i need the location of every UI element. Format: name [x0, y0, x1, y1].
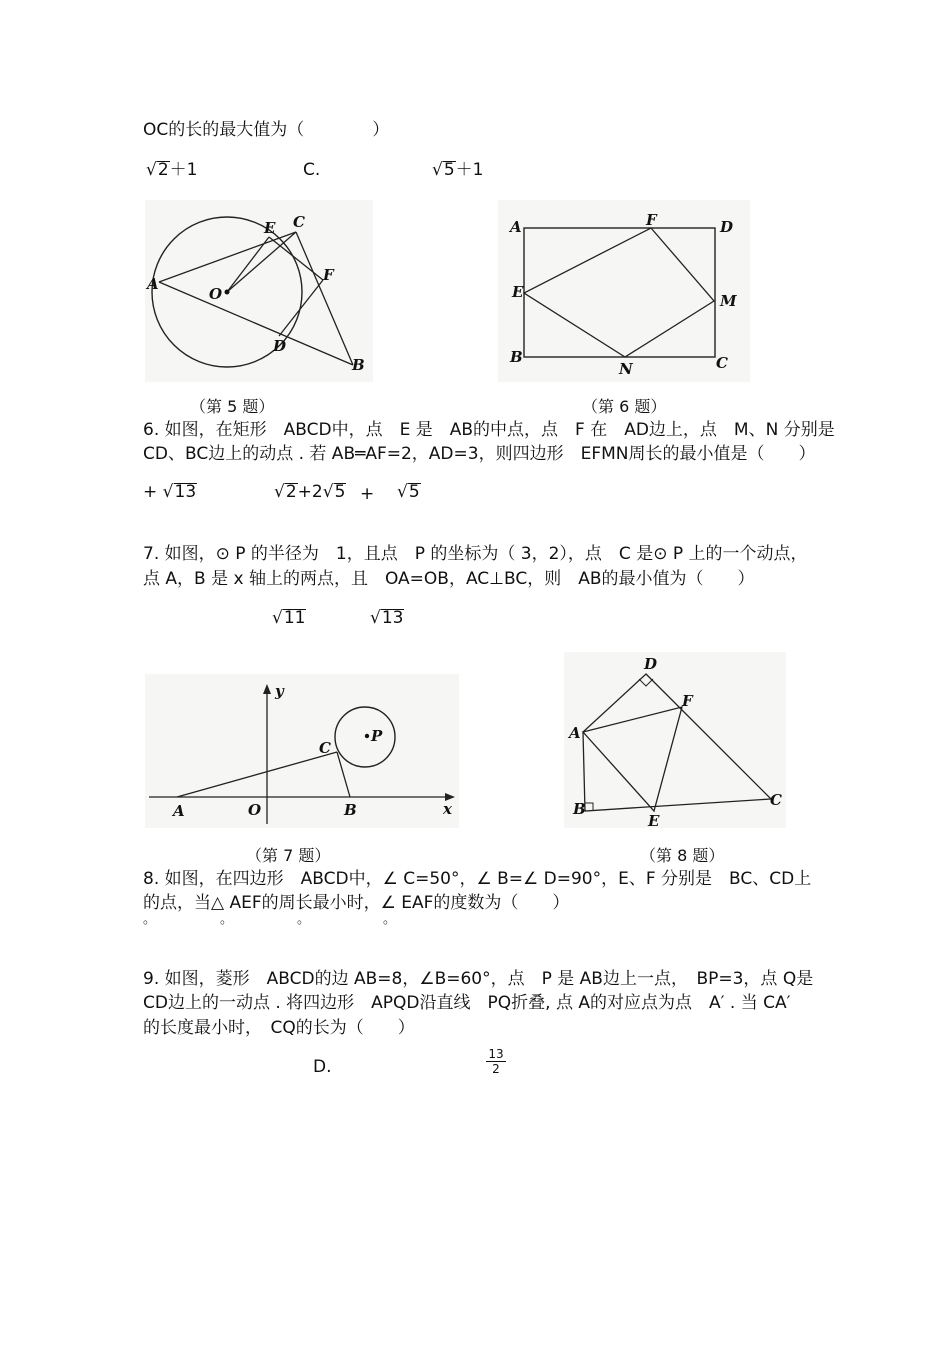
q8-option-a: 。 [143, 912, 157, 927]
sqrt-symbol: √5 [322, 482, 346, 502]
sqrt-symbol: √2 [146, 160, 169, 180]
fig7-label-o: O [248, 801, 262, 819]
fig6-label-d: D [720, 218, 734, 236]
fig5-label-f: F [323, 266, 334, 284]
q7-option-2 [370, 608, 404, 628]
fig6-label-m: M [720, 292, 737, 310]
q6-option-a: + √13 [143, 482, 197, 502]
fig8-label-a: A [569, 724, 581, 742]
q8-option-b: 。 [220, 912, 234, 927]
q6-option-c: + [360, 484, 375, 504]
caption-figure-7: （第 7 题） [246, 846, 331, 865]
fig5-label-d: D [273, 337, 287, 355]
figure-8 [564, 652, 786, 828]
q6-option-d [397, 482, 421, 502]
sqrt-symbol: √5 [397, 482, 420, 502]
q8-line-2: 的点，当△ AEF的周长最小时，∠ EAF的度数为（ ） [143, 893, 570, 913]
fig7-label-a: A [173, 802, 185, 820]
fig8-label-b: B [573, 800, 586, 818]
q8-line-1: 8. 如图，在四边形 ABCD中，∠ C=50°，∠ B=∠ D=90°，E、F 分别是 BC、CD上 [143, 869, 812, 889]
q8-option-d: 。 [383, 912, 397, 927]
fig7-label-c: C [319, 739, 331, 757]
q6-line-2: CD、BC边上的动点 . 若 AB═AF=2，AD=3，则四边形 EFMN周长的最小值是（ ） [143, 444, 816, 464]
fig6-label-e: E [512, 283, 524, 301]
fig8-label-f: F [682, 692, 693, 710]
fraction-denominator: 2 [492, 1062, 500, 1076]
fraction-numerator: 13 [486, 1047, 506, 1062]
q9-fraction [486, 1047, 506, 1076]
sqrt-symbol: √13 [162, 482, 197, 502]
fig7-label-x: x [443, 800, 452, 818]
fig5-label-c: C [293, 213, 305, 231]
figure-7 [145, 674, 459, 828]
q8-option-c: 。 [297, 912, 311, 927]
fig7-label-y: y [275, 682, 284, 700]
sqrt-symbol: √13 [370, 608, 404, 628]
q5-option-c: C. [303, 160, 321, 180]
q9-line-3: 的长度最小时， CQ的长为（ ） [143, 1018, 415, 1038]
fig5-label-o: O [209, 285, 223, 303]
q7-line-2: 点 A，B 是 x 轴上的两点，且 OA=OB，AC⊥BC，则 AB的最小值为（ ） [143, 569, 755, 589]
caption-figure-6: （第 6 题） [582, 397, 667, 416]
fig6-label-f: F [646, 211, 657, 229]
q5-stem-tail: OC的长的最大值为（ ） [143, 120, 390, 140]
fig8-label-c: C [770, 791, 782, 809]
q5-option-1: √2＋1 [146, 160, 198, 180]
figure-6 [498, 200, 750, 382]
fig6-label-a: A [510, 218, 522, 236]
caption-figure-8: （第 8 题） [640, 846, 725, 865]
fig8-label-d: D [644, 655, 658, 673]
fig6-label-c: C [716, 354, 728, 372]
fig5-label-a: A [147, 275, 159, 293]
figure-5 [145, 200, 373, 382]
q6-option-b: √2+2√5 [274, 482, 346, 502]
sqrt-symbol: √5 [432, 160, 455, 180]
caption-figure-5: （第 5 题） [190, 397, 275, 416]
q5-option-3: √5＋1 [432, 160, 484, 180]
q9-line-2: CD边上的一动点 . 将四边形 APQD沿直线 PQ折叠, 点 A的对应点为点 A′ . 当 CA′ [143, 993, 791, 1013]
q9-line-1: 9. 如图，菱形 ABCD的边 AB=8，∠B=60°，点 P 是 AB边上一点， BP=3，点 Q是 [143, 969, 814, 989]
q7-option-1 [272, 608, 306, 628]
fig6-label-b: B [510, 348, 523, 366]
q6-line-1: 6. 如图，在矩形 ABCD中，点 E 是 AB的中点，点 F 在 AD边上，点 M、N 分别是 [143, 420, 835, 440]
fig5-label-b: B [352, 356, 365, 374]
sqrt-symbol: √2 [274, 482, 297, 502]
q9-option-d: D. [313, 1057, 332, 1077]
fig6-label-n: N [619, 360, 633, 378]
fig5-label-e: E [264, 219, 276, 237]
q7-line-1: 7. 如图，⊙ P 的半径为 1，且点 P 的坐标为（ 3，2），点 C 是⊙ P 上的一个动点， [143, 544, 808, 564]
fig7-label-b: B [344, 801, 357, 819]
sqrt-symbol: √11 [272, 608, 306, 628]
fig7-label-p: P [371, 727, 383, 745]
fig8-label-e: E [648, 812, 660, 828]
